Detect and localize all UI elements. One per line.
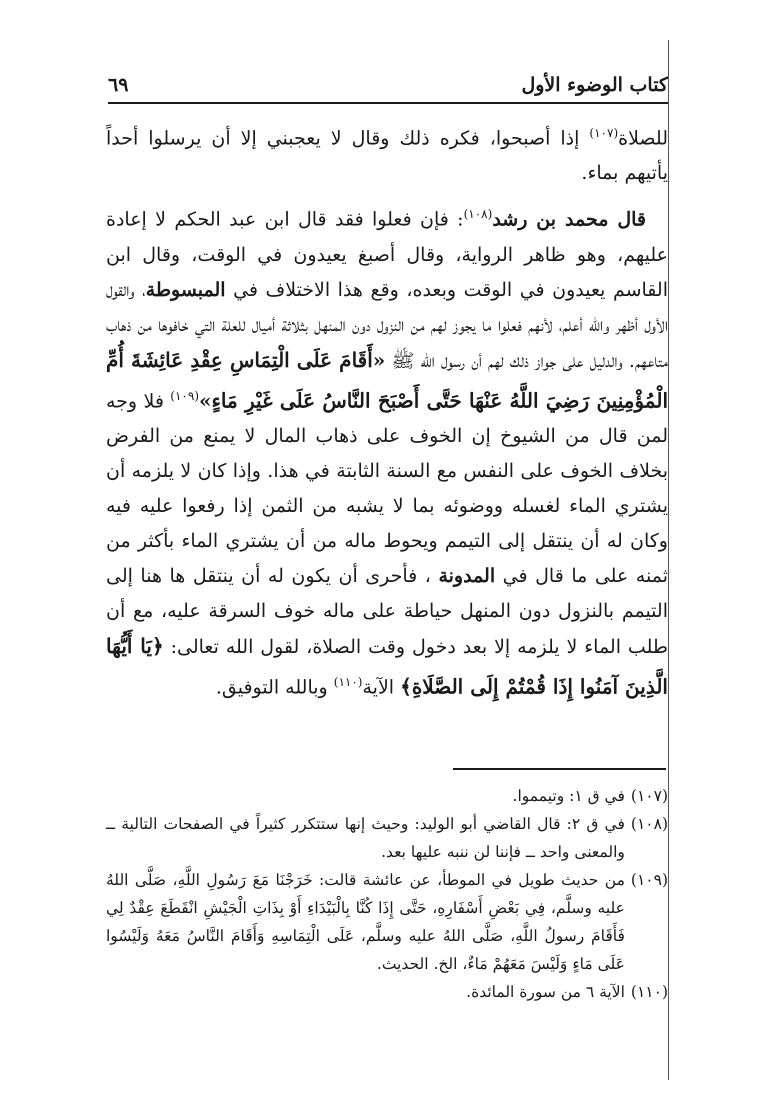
hadith-quote: «أَقَامَ عَلَى الْتِمَاسِ عِقْدِ عَائِشَةَ أُمِّ الْمُؤْمِنِينَ رَضِيَ اللَّهُ عَنْهَا حَتَّى أَصْبَحَ النَّاسُ عَلَى غَيْرِ مَاءٍ» — [106, 347, 669, 412]
footnote-number: (١٠٧) — [630, 787, 668, 805]
page-gutter-line — [668, 40, 669, 1080]
footnote-number: (١٠٩) — [630, 871, 668, 889]
paragraph-2 — [106, 197, 668, 705]
book-title-mudawwana: المدونة — [438, 564, 496, 587]
footnote-text: من حديث طويل في الموطأ، عن عائشة قالت: خَرَجْنَا مَعَ رَسُولِ اللَّهِ، صَلَّى اللهُ عليه وسلَّم، فِي بَعْضِ أَسْفَارِهِ، حَتَّى إِذَا كُنَّا بِالْبَيْدَاءِ أَوْ بِذَاتِ الْجَيْشِ انْقَطَعَ عِقْدٌ لِي فَأَقَامَ رسولُ اللَّهِ، صَلَّى اللهُ عليه وسلَّم، عَلَى الْتِمَاسِهِ وَأَقَامَ النَّاسُ مَعَهُ وَلَيْسُوا عَلَى مَاءٍ وَلَيْسَ مَعَهُمْ مَاءٌ، الخ. الحديث. — [106, 871, 625, 973]
main-text — [106, 116, 668, 705]
quran-verse: ﴿يَا أَيُّهَا الَّذِينَ آمَنُوا إِذَا قُمْتُمْ إِلَى الصَّلَاةِ﴾ — [106, 633, 668, 699]
footnote-number: (١٠٨) — [630, 815, 668, 833]
para1-text: للصلاة — [618, 127, 668, 150]
footnote-ref-109[interactable]: (١٠٩) — [170, 388, 199, 403]
footnote-ref-107[interactable]: (١٠٧) — [589, 126, 619, 140]
footnote-item — [106, 866, 668, 978]
para2-segment-b: ، والقول الأول أظهر والله أعلم، لأنهم فعلوا ما يجوز لهم من النزول دون المنهل بثلاثة أميال للعلة التي خافوها من ذهاب متاعهم. والدليل على جواز ذلك لهم أن رسول الله ﷺ — [106, 278, 668, 372]
footnote-item — [106, 810, 668, 866]
para2-segment-d: ، فأحرى أن يكون له أن ينتقل ها هنا إلى التيمم بالنزول دون المنهل حياطة على ماله خوف السرقة عليه، مع أن طلب الماء لا يلزمه إلا بعد دخول وقت الصلاة، لقول الله تعالى: — [106, 564, 668, 658]
para2-segment-c: فلا وجه لمن قال من الشيوخ إن الخوف على ذهاب المال لا يمنع من الفرض بخلاف الخوف على النفس مع السنة الثابتة في هذا. وإذا كان لا يلزمه أن يشتري الماء لغسله ووضوئه بما لا يشبه من الثمن إذا رفعوا عليه فيه وكان له أن ينتقل إلى التيمم ويحوط ماله من أن يشتري الماء بأكثر من ثمنه على ما قال في — [106, 389, 669, 587]
footnote-number: (١١٠) — [630, 983, 668, 1001]
footnote-item — [106, 978, 668, 1006]
running-header — [108, 74, 668, 104]
para2-segment-a: : فإن فعلوا فقد قال ابن عبد الحكم لا إعادة عليهم، وهو ظاهر الرواية، وقال أصبغ يعيدون في الوقت، وقال ابن القاسم يعيدون في الوقت وبعده، وقع هذا الاختلاف في — [106, 208, 668, 301]
footnote-text: الآية ٦ من سورة المائدة. — [466, 983, 625, 1001]
footnote-text: في ق ٢: قال القاضي أبو الوليد: وحيث إنها ستتكرر كثيراً في الصفحات التالية ــ والمعنى واحد ــ فإننا لن ننبه عليها بعد. — [106, 815, 625, 861]
footnotes — [106, 782, 668, 1006]
para2-segment-e: وبالله التوفيق. — [215, 676, 334, 699]
footnote-ref-108[interactable]: (١٠٨) — [463, 207, 493, 222]
footnote-ref-110[interactable]: (١١٠) — [333, 674, 363, 689]
speaker-name: قال محمد بن رشد — [492, 208, 646, 231]
para1-rest: إذا أصبحوا، فكره ذلك وقال لا يعجبني إلا أن يرسلوا أحداً يأتيهم بماء. — [106, 127, 668, 185]
paragraph-1 — [106, 116, 668, 191]
ayah-label: الآية — [362, 676, 401, 699]
footnote-item — [106, 782, 668, 810]
page-number: ٦٩ — [108, 74, 129, 96]
footnote-text: في ق ١: وتيمموا. — [512, 787, 625, 805]
chapter-title: كتاب الوضوء الأول — [521, 74, 668, 96]
book-title-mabsuta: المبسوطة — [145, 278, 226, 301]
footnote-separator — [453, 768, 666, 770]
